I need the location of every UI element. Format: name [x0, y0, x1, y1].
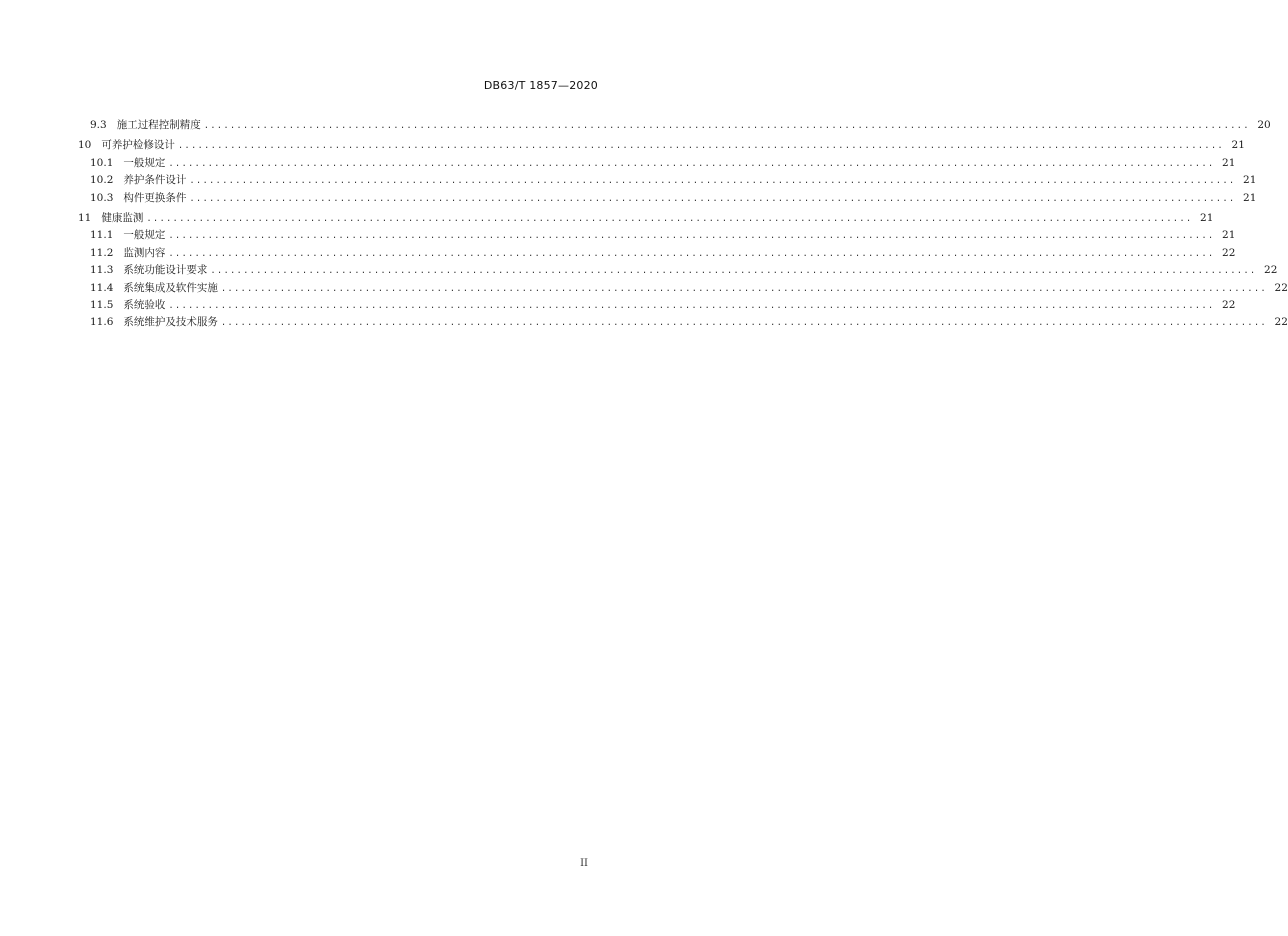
toc-leader-dots: ................................................................................................................................................................: [147, 211, 1194, 224]
toc-entry-number: 10.3: [90, 191, 114, 204]
toc-leader-dots: ................................................................................................................................................................: [169, 298, 1216, 311]
toc-entry-title: 系统验收: [123, 298, 166, 311]
toc-entry-page: 21: [1231, 139, 1245, 152]
toc-entry-page: 21: [1200, 211, 1214, 224]
toc-entry-title: 一般规定: [123, 229, 166, 242]
toc-leader-dots: ................................................................................................................................................................: [169, 156, 1216, 169]
toc-entry-title: 系统集成及软件实施: [123, 281, 218, 294]
toc-leader-dots: ................................................................................................................................................................: [178, 139, 1225, 152]
toc-entry[interactable]: [78, 314, 1288, 331]
toc-leader-dots: ................................................................................................................................................................: [169, 246, 1216, 259]
toc-entry-page: 21: [1222, 229, 1236, 242]
toc-entry[interactable]: [78, 297, 1236, 314]
toc-entry[interactable]: [78, 280, 1288, 297]
toc-entry-number: 10: [78, 139, 92, 152]
toc-entry-number: 10.2: [90, 174, 114, 187]
toc-entry-title: 一般规定: [123, 156, 166, 169]
toc-entry[interactable]: [78, 190, 1257, 207]
toc-entry-number: 11.1: [90, 229, 114, 242]
toc-entry-number: 11.2: [90, 246, 114, 259]
toc-entry-number: 10.1: [90, 156, 114, 169]
document-code: DB63/T 1857—2020: [483, 79, 598, 92]
toc-entry-page: 21: [1222, 156, 1236, 169]
toc-entry-title: 施工过程控制精度: [116, 119, 201, 131]
toc-entry-title: 可养护检修设计: [101, 139, 175, 152]
toc-leader-dots: ................................................................................................................................................................: [190, 191, 1237, 204]
page-number: II: [580, 858, 588, 869]
toc-entry-title: 监测内容: [123, 246, 166, 259]
toc-leader-dots: ................................................................................................................................................................: [190, 174, 1237, 187]
toc-entry-title: 健康监测: [101, 211, 144, 224]
toc-entry-number: 11.3: [90, 264, 114, 277]
toc-entry-title: 养护条件设计: [123, 174, 187, 187]
toc-entry-page: 22: [1264, 264, 1278, 277]
toc-entry[interactable]: [78, 210, 1214, 227]
toc-entry[interactable]: [78, 117, 1271, 134]
toc-entry-title: 系统功能设计要求: [123, 264, 208, 277]
toc-entry[interactable]: [78, 262, 1278, 279]
toc-entry-page: 22: [1274, 316, 1288, 329]
toc-entry[interactable]: [78, 245, 1236, 262]
toc-entry-title: 系统维护及技术服务: [123, 316, 218, 329]
toc-entry[interactable]: [78, 137, 1245, 154]
toc-entry[interactable]: [78, 227, 1236, 244]
toc-entry-page: 22: [1222, 298, 1236, 311]
toc-leader-dots: ................................................................................................................................................................: [169, 229, 1216, 242]
toc-entry-number: 11.5: [90, 298, 114, 311]
toc-entry-page: 22: [1222, 246, 1236, 259]
toc-leader-dots: ................................................................................................................................................................: [221, 316, 1268, 329]
toc-entry-page: 22: [1274, 281, 1288, 294]
toc-entry-page: 20: [1257, 119, 1271, 131]
toc-entry[interactable]: [78, 172, 1257, 189]
toc-entry-page: 21: [1243, 191, 1257, 204]
toc-entry-number: 11: [78, 211, 92, 224]
toc-entry-number: 11.6: [90, 316, 114, 329]
toc-leader-dots: ................................................................................................................................................................: [204, 119, 1251, 131]
toc-leader-dots: ................................................................................................................................................................: [221, 281, 1268, 294]
toc-entry-title: 构件更换条件: [123, 191, 187, 204]
toc-entry-number: 9.3: [90, 119, 107, 131]
toc-leader-dots: ................................................................................................................................................................: [211, 264, 1258, 277]
toc-entry-page: 21: [1243, 174, 1257, 187]
table-of-contents: [78, 117, 1288, 332]
toc-entry-number: 11.4: [90, 281, 114, 294]
toc-entry[interactable]: [78, 155, 1236, 172]
